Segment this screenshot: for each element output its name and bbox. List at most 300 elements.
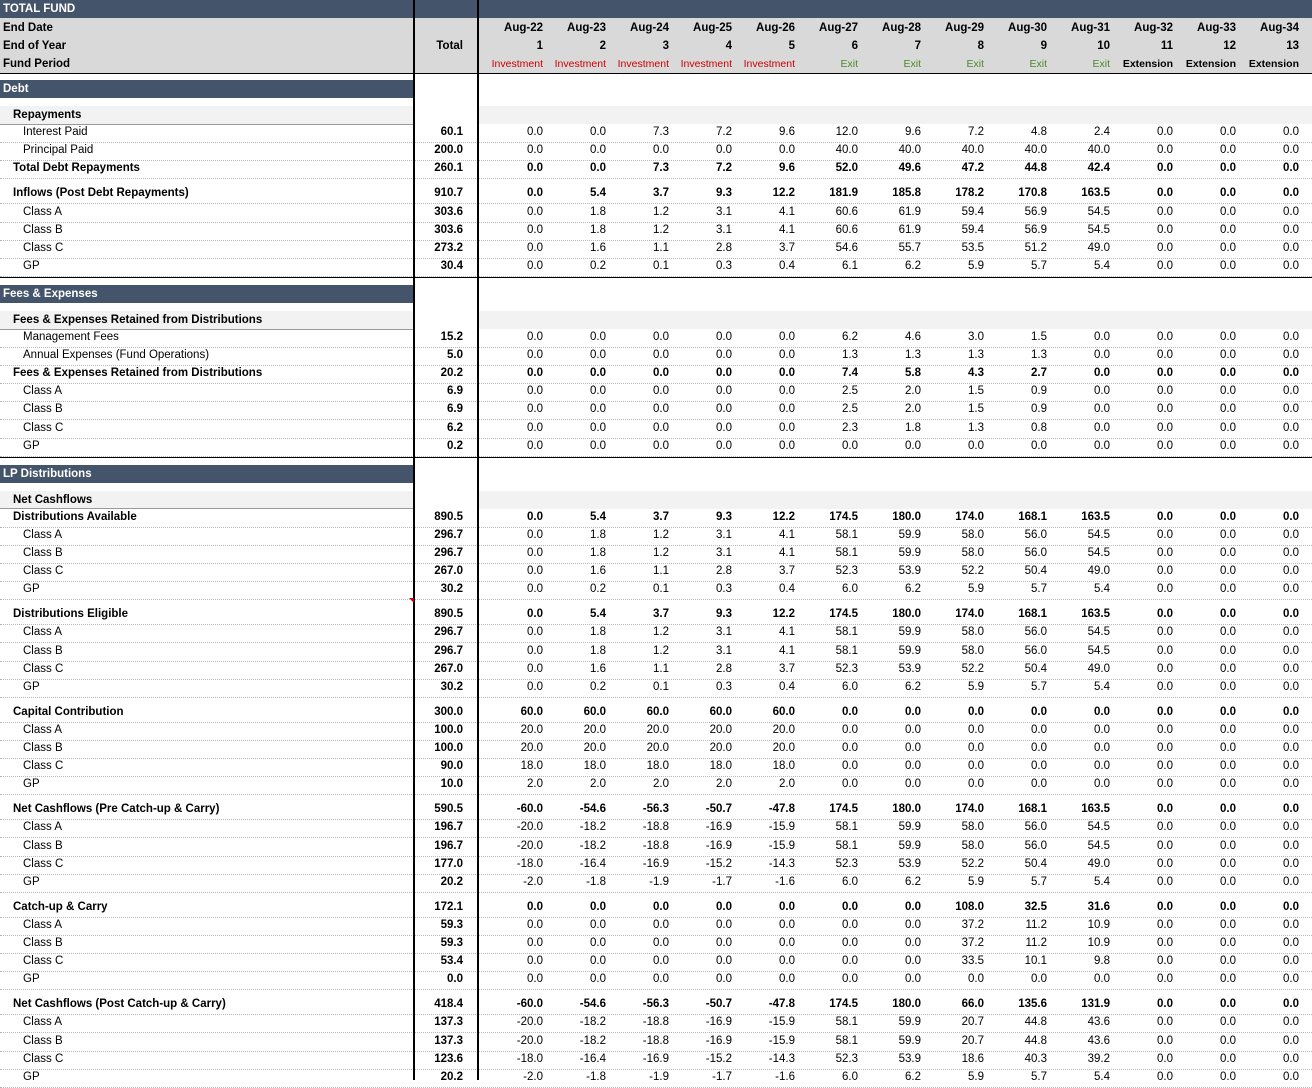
value-cell[interactable]: 1.5 <box>968 385 984 398</box>
value-cell[interactable]: 52.2 <box>961 857 984 870</box>
value-cell[interactable]: 20.0 <box>709 723 732 736</box>
value-cell[interactable]: 0.0 <box>1157 565 1173 578</box>
value-cell[interactable]: 1.8 <box>590 528 606 541</box>
value-cell[interactable]: 0.0 <box>527 900 543 913</box>
value-cell[interactable]: 1.2 <box>653 547 669 559</box>
value-cell[interactable]: 54.5 <box>1087 547 1110 559</box>
value-cell[interactable]: 0.0 <box>1283 349 1299 362</box>
value-cell[interactable]: 0.0 <box>968 742 984 754</box>
value-cell[interactable]: 56.0 <box>1024 821 1047 834</box>
value-cell[interactable]: 174.0 <box>955 510 984 523</box>
value-cell[interactable]: 0.0 <box>1094 705 1110 718</box>
value-cell[interactable]: 0.0 <box>779 421 795 434</box>
value-cell[interactable]: 0.0 <box>1283 259 1299 272</box>
value-cell[interactable]: 1.6 <box>590 241 606 254</box>
value-cell[interactable]: 1.3 <box>842 349 858 362</box>
value-cell[interactable]: 0.0 <box>1157 1034 1173 1047</box>
value-cell[interactable]: 0.0 <box>653 331 669 343</box>
value-cell[interactable]: 0.0 <box>1157 705 1173 718</box>
value-cell[interactable]: 2.5 <box>842 385 858 398</box>
value-cell[interactable]: 0.0 <box>1220 1016 1236 1029</box>
value-cell[interactable]: 52.3 <box>835 565 858 578</box>
value-cell[interactable]: 0.0 <box>905 723 921 736</box>
value-cell[interactable]: 6.2 <box>905 1070 921 1083</box>
value-cell[interactable]: 59.9 <box>898 839 921 852</box>
value-cell[interactable]: 0.4 <box>779 259 795 272</box>
value-cell[interactable]: 0.0 <box>905 439 921 452</box>
value-cell[interactable]: 0.0 <box>1220 349 1236 362</box>
value-cell[interactable]: 0.0 <box>842 955 858 968</box>
value-cell[interactable]: 0.0 <box>590 973 606 986</box>
value-cell[interactable]: 0.0 <box>1283 162 1299 175</box>
value-cell[interactable]: 2.0 <box>905 385 921 398</box>
value-cell[interactable]: -1.9 <box>649 1070 669 1083</box>
value-cell[interactable]: -60.0 <box>516 803 543 816</box>
value-cell[interactable]: 163.5 <box>1081 608 1110 621</box>
value-cell[interactable]: 0.0 <box>968 778 984 791</box>
value-cell[interactable]: 0.0 <box>1283 778 1299 791</box>
value-cell[interactable]: 1.8 <box>590 223 606 236</box>
value-cell[interactable]: 0.0 <box>590 955 606 968</box>
value-cell[interactable]: 0.0 <box>527 662 543 675</box>
value-cell[interactable]: 59.9 <box>898 821 921 834</box>
value-cell[interactable]: 2.5 <box>842 403 858 416</box>
value-cell[interactable]: 3.1 <box>716 205 732 218</box>
value-cell[interactable]: 0.0 <box>653 144 669 157</box>
value-cell[interactable]: 168.1 <box>1018 608 1047 621</box>
value-cell[interactable]: 0.0 <box>1157 403 1173 416</box>
value-cell[interactable]: 47.2 <box>961 162 984 175</box>
value-cell[interactable]: 40.0 <box>1087 144 1110 157</box>
value-cell[interactable]: 3.7 <box>653 510 669 523</box>
value-cell[interactable]: -54.6 <box>579 803 606 816</box>
value-cell[interactable]: 5.4 <box>1094 680 1110 693</box>
value-cell[interactable]: 4.1 <box>779 547 795 559</box>
value-cell[interactable]: 3.1 <box>716 644 732 657</box>
value-cell[interactable]: 6.2 <box>905 259 921 272</box>
value-cell[interactable]: 2.8 <box>716 662 732 675</box>
value-cell[interactable]: 20.0 <box>772 723 795 736</box>
value-cell[interactable]: 0.0 <box>1283 510 1299 523</box>
value-cell[interactable]: 0.0 <box>527 608 543 621</box>
value-cell[interactable]: 0.0 <box>527 918 543 931</box>
value-cell[interactable]: 0.0 <box>1031 760 1047 773</box>
value-cell[interactable]: 33.5 <box>961 955 984 968</box>
value-cell[interactable]: 0.0 <box>716 421 732 434</box>
value-cell[interactable]: 0.0 <box>1220 403 1236 416</box>
value-cell[interactable]: 52.3 <box>835 662 858 675</box>
value-cell[interactable]: 0.0 <box>1283 937 1299 949</box>
value-cell[interactable]: 1.8 <box>905 421 921 434</box>
value-cell[interactable]: 174.5 <box>829 608 858 621</box>
value-cell[interactable]: 0.0 <box>1157 1052 1173 1065</box>
value-cell[interactable]: 18.0 <box>772 760 795 773</box>
value-cell[interactable]: 174.5 <box>829 803 858 816</box>
value-cell[interactable]: 0.0 <box>779 385 795 398</box>
value-cell[interactable]: 0.0 <box>779 937 795 949</box>
value-cell[interactable]: 2.3 <box>842 421 858 434</box>
value-cell[interactable]: 42.4 <box>1087 162 1110 175</box>
value-cell[interactable]: 0.0 <box>653 385 669 398</box>
value-cell[interactable]: -15.2 <box>705 857 732 870</box>
value-cell[interactable]: 0.0 <box>653 367 669 380</box>
value-cell[interactable]: 0.0 <box>1157 723 1173 736</box>
value-cell[interactable]: 0.0 <box>1283 187 1299 200</box>
value-cell[interactable]: 0.1 <box>653 259 669 272</box>
value-cell[interactable]: 52.2 <box>961 565 984 578</box>
value-cell[interactable]: 5.9 <box>968 583 984 596</box>
value-cell[interactable]: -1.8 <box>586 1070 606 1083</box>
value-cell[interactable]: -18.2 <box>579 821 606 834</box>
value-cell[interactable]: 0.0 <box>968 973 984 986</box>
value-cell[interactable]: 0.0 <box>1157 1016 1173 1029</box>
value-cell[interactable]: 0.0 <box>1283 918 1299 931</box>
value-cell[interactable]: 50.4 <box>1024 662 1047 675</box>
value-cell[interactable]: -15.2 <box>705 1052 732 1065</box>
value-cell[interactable]: 44.8 <box>1024 162 1047 175</box>
value-cell[interactable]: 9.3 <box>716 608 732 621</box>
value-cell[interactable]: 0.0 <box>527 385 543 398</box>
value-cell[interactable]: -20.0 <box>516 1034 543 1047</box>
value-cell[interactable]: 0.0 <box>1220 839 1236 852</box>
value-cell[interactable]: 0.0 <box>1031 973 1047 986</box>
value-cell[interactable]: 1.2 <box>653 644 669 657</box>
value-cell[interactable]: 0.0 <box>527 626 543 639</box>
value-cell[interactable]: 4.1 <box>779 205 795 218</box>
value-cell[interactable]: 0.0 <box>653 349 669 362</box>
value-cell[interactable]: 1.2 <box>653 528 669 541</box>
value-cell[interactable]: 0.0 <box>1220 331 1236 343</box>
value-cell[interactable]: -50.7 <box>705 998 732 1011</box>
value-cell[interactable]: 5.4 <box>1094 583 1110 596</box>
value-cell[interactable]: 0.0 <box>779 349 795 362</box>
value-cell[interactable]: 0.0 <box>1094 349 1110 362</box>
value-cell[interactable]: 9.8 <box>1094 955 1110 968</box>
value-cell[interactable]: 58.0 <box>961 839 984 852</box>
value-cell[interactable]: 10.1 <box>1024 955 1047 968</box>
value-cell[interactable]: 0.0 <box>1220 742 1236 754</box>
value-cell[interactable]: 56.0 <box>1024 626 1047 639</box>
value-cell[interactable]: -18.8 <box>642 821 669 834</box>
value-cell[interactable]: 1.6 <box>590 565 606 578</box>
value-cell[interactable]: 0.0 <box>590 162 606 175</box>
value-cell[interactable]: 0.0 <box>527 162 543 175</box>
value-cell[interactable]: 0.0 <box>1220 644 1236 657</box>
value-cell[interactable]: 54.5 <box>1087 839 1110 852</box>
value-cell[interactable]: 54.5 <box>1087 205 1110 218</box>
value-cell[interactable]: 0.0 <box>590 937 606 949</box>
value-cell[interactable]: 0.0 <box>1220 608 1236 621</box>
value-cell[interactable]: 0.0 <box>1220 662 1236 675</box>
value-cell[interactable]: 66.0 <box>961 998 984 1011</box>
value-cell[interactable]: 7.3 <box>653 162 669 175</box>
value-cell[interactable]: 0.0 <box>1220 528 1236 541</box>
value-cell[interactable]: 0.0 <box>527 144 543 157</box>
value-cell[interactable]: 0.0 <box>1094 439 1110 452</box>
value-cell[interactable]: 0.0 <box>527 510 543 523</box>
value-cell[interactable]: 59.9 <box>898 626 921 639</box>
value-cell[interactable]: -18.8 <box>642 1016 669 1029</box>
value-cell[interactable]: 0.0 <box>905 955 921 968</box>
value-cell[interactable]: 1.2 <box>653 205 669 218</box>
value-cell[interactable]: 0.0 <box>1283 875 1299 888</box>
value-cell[interactable]: 3.1 <box>716 626 732 639</box>
value-cell[interactable]: 180.0 <box>892 998 921 1011</box>
value-cell[interactable]: 0.0 <box>842 973 858 986</box>
value-cell[interactable]: 0.0 <box>1283 565 1299 578</box>
value-cell[interactable]: 163.5 <box>1081 187 1110 200</box>
value-cell[interactable]: 56.9 <box>1024 205 1047 218</box>
value-cell[interactable]: 180.0 <box>892 510 921 523</box>
value-cell[interactable]: 0.0 <box>1283 742 1299 754</box>
value-cell[interactable]: 0.2 <box>590 259 606 272</box>
value-cell[interactable]: 0.0 <box>1094 331 1110 343</box>
value-cell[interactable]: 0.0 <box>1157 839 1173 852</box>
value-cell[interactable]: -16.9 <box>705 821 732 834</box>
value-cell[interactable]: 0.0 <box>653 900 669 913</box>
value-cell[interactable]: 6.2 <box>905 583 921 596</box>
value-cell[interactable]: 40.0 <box>1024 144 1047 157</box>
value-cell[interactable]: 0.0 <box>1157 439 1173 452</box>
value-cell[interactable]: 52.3 <box>835 1052 858 1065</box>
value-cell[interactable]: 0.0 <box>1157 421 1173 434</box>
value-cell[interactable]: 0.0 <box>527 421 543 434</box>
value-cell[interactable]: 2.0 <box>716 778 732 791</box>
value-cell[interactable]: 5.4 <box>1094 875 1110 888</box>
value-cell[interactable]: 2.0 <box>779 778 795 791</box>
value-cell[interactable]: 37.2 <box>961 918 984 931</box>
value-cell[interactable]: -20.0 <box>516 839 543 852</box>
value-cell[interactable]: 12.0 <box>835 126 858 139</box>
value-cell[interactable]: 4.6 <box>905 331 921 343</box>
value-cell[interactable]: 58.0 <box>961 528 984 541</box>
value-cell[interactable]: 180.0 <box>892 803 921 816</box>
value-cell[interactable]: 0.0 <box>1157 162 1173 175</box>
value-cell[interactable]: 44.8 <box>1024 1034 1047 1047</box>
value-cell[interactable]: -1.6 <box>775 1070 795 1083</box>
value-cell[interactable]: 0.0 <box>1157 144 1173 157</box>
value-cell[interactable]: -60.0 <box>516 998 543 1011</box>
value-cell[interactable]: 0.0 <box>1094 421 1110 434</box>
value-cell[interactable]: 0.0 <box>1157 608 1173 621</box>
value-cell[interactable]: 0.0 <box>1283 821 1299 834</box>
value-cell[interactable]: 0.0 <box>716 918 732 931</box>
value-cell[interactable]: 60.0 <box>520 705 543 718</box>
value-cell[interactable]: 0.0 <box>968 723 984 736</box>
value-cell[interactable]: 0.0 <box>716 439 732 452</box>
value-cell[interactable]: 0.0 <box>779 331 795 343</box>
value-cell[interactable]: 7.3 <box>653 126 669 139</box>
value-cell[interactable]: 0.0 <box>1283 998 1299 1011</box>
value-cell[interactable]: 3.7 <box>779 565 795 578</box>
value-cell[interactable]: 0.0 <box>1220 510 1236 523</box>
value-cell[interactable]: 6.2 <box>905 875 921 888</box>
value-cell[interactable]: 0.0 <box>1283 547 1299 559</box>
value-cell[interactable]: 0.0 <box>590 349 606 362</box>
value-cell[interactable]: 18.0 <box>520 760 543 773</box>
value-cell[interactable]: 0.0 <box>779 403 795 416</box>
value-cell[interactable]: 4.3 <box>968 367 984 380</box>
value-cell[interactable]: -56.3 <box>642 998 669 1011</box>
value-cell[interactable]: 0.0 <box>1094 367 1110 380</box>
value-cell[interactable]: 60.6 <box>835 223 858 236</box>
value-cell[interactable]: 0.0 <box>590 421 606 434</box>
value-cell[interactable]: 0.0 <box>1220 547 1236 559</box>
value-cell[interactable]: 0.0 <box>1220 1052 1236 1065</box>
value-cell[interactable]: 0.0 <box>905 937 921 949</box>
value-cell[interactable]: 0.0 <box>842 705 858 718</box>
value-cell[interactable]: 6.0 <box>842 875 858 888</box>
value-cell[interactable]: 20.0 <box>646 723 669 736</box>
value-cell[interactable]: 0.0 <box>1094 760 1110 773</box>
value-cell[interactable]: -14.3 <box>768 857 795 870</box>
value-cell[interactable]: 2.0 <box>590 778 606 791</box>
value-cell[interactable]: 11.2 <box>1025 937 1047 949</box>
value-cell[interactable]: 0.0 <box>779 439 795 452</box>
value-cell[interactable]: 0.0 <box>905 973 921 986</box>
value-cell[interactable]: 0.0 <box>1157 547 1173 559</box>
value-cell[interactable]: 9.6 <box>905 126 921 139</box>
value-cell[interactable]: 0.0 <box>1220 778 1236 791</box>
value-cell[interactable]: 0.0 <box>527 403 543 416</box>
value-cell[interactable]: 12.2 <box>772 187 795 200</box>
value-cell[interactable]: -2.0 <box>523 1070 543 1083</box>
value-cell[interactable]: 0.0 <box>1283 626 1299 639</box>
value-cell[interactable]: 3.1 <box>716 547 732 559</box>
value-cell[interactable]: 185.8 <box>892 187 921 200</box>
value-cell[interactable]: 0.0 <box>1283 205 1299 218</box>
value-cell[interactable]: 0.0 <box>779 955 795 968</box>
value-cell[interactable]: 0.0 <box>1283 973 1299 986</box>
value-cell[interactable]: 0.0 <box>1157 955 1173 968</box>
value-cell[interactable]: 0.0 <box>527 367 543 380</box>
value-cell[interactable]: -18.2 <box>579 1016 606 1029</box>
value-cell[interactable]: 5.4 <box>590 187 606 200</box>
value-cell[interactable]: 0.0 <box>1220 760 1236 773</box>
value-cell[interactable]: 0.0 <box>1157 937 1173 949</box>
value-cell[interactable]: 0.0 <box>1283 403 1299 416</box>
value-cell[interactable]: 1.3 <box>968 349 984 362</box>
value-cell[interactable]: 0.0 <box>527 528 543 541</box>
value-cell[interactable]: 0.0 <box>842 439 858 452</box>
value-cell[interactable]: 0.0 <box>1031 705 1047 718</box>
value-cell[interactable]: 0.3 <box>716 680 732 693</box>
value-cell[interactable]: 49.0 <box>1087 565 1110 578</box>
value-cell[interactable]: 0.0 <box>1157 803 1173 816</box>
value-cell[interactable]: 0.0 <box>1283 439 1299 452</box>
value-cell[interactable]: 59.9 <box>898 1016 921 1029</box>
value-cell[interactable]: 0.0 <box>1283 528 1299 541</box>
value-cell[interactable]: 0.0 <box>1283 126 1299 139</box>
value-cell[interactable]: 0.0 <box>1283 680 1299 693</box>
value-cell[interactable]: -50.7 <box>705 803 732 816</box>
value-cell[interactable]: 54.5 <box>1087 626 1110 639</box>
value-cell[interactable]: 0.1 <box>653 583 669 596</box>
value-cell[interactable]: 1.3 <box>905 349 921 362</box>
value-cell[interactable]: 0.0 <box>1220 205 1236 218</box>
value-cell[interactable]: 56.0 <box>1024 547 1047 559</box>
value-cell[interactable]: 1.8 <box>590 644 606 657</box>
value-cell[interactable]: 0.0 <box>716 973 732 986</box>
value-cell[interactable]: 0.0 <box>527 331 543 343</box>
value-cell[interactable]: 0.1 <box>653 680 669 693</box>
value-cell[interactable]: 52.0 <box>835 162 858 175</box>
value-cell[interactable]: 51.2 <box>1024 241 1047 254</box>
value-cell[interactable]: 0.0 <box>1157 778 1173 791</box>
value-cell[interactable]: -16.4 <box>579 1052 606 1065</box>
value-cell[interactable]: 40.0 <box>835 144 858 157</box>
value-cell[interactable]: 0.0 <box>716 349 732 362</box>
value-cell[interactable]: 1.1 <box>653 241 669 254</box>
value-cell[interactable]: 0.0 <box>1283 331 1299 343</box>
value-cell[interactable]: 2.8 <box>716 241 732 254</box>
value-cell[interactable]: 0.0 <box>1094 385 1110 398</box>
value-cell[interactable]: -56.3 <box>642 803 669 816</box>
value-cell[interactable]: 40.3 <box>1024 1052 1047 1065</box>
value-cell[interactable]: 31.6 <box>1087 900 1110 913</box>
value-cell[interactable]: 0.9 <box>1031 385 1047 398</box>
value-cell[interactable]: 0.0 <box>1283 608 1299 621</box>
value-cell[interactable]: 0.0 <box>1094 973 1110 986</box>
value-cell[interactable]: 0.0 <box>527 439 543 452</box>
value-cell[interactable]: 1.6 <box>590 662 606 675</box>
value-cell[interactable]: 0.0 <box>1283 385 1299 398</box>
value-cell[interactable]: 18.6 <box>961 1052 984 1065</box>
value-cell[interactable]: 54.5 <box>1087 821 1110 834</box>
value-cell[interactable]: 4.1 <box>779 223 795 236</box>
value-cell[interactable]: 0.0 <box>527 644 543 657</box>
value-cell[interactable]: 0.0 <box>527 205 543 218</box>
value-cell[interactable]: 0.0 <box>1220 875 1236 888</box>
value-cell[interactable]: 3.7 <box>653 608 669 621</box>
value-cell[interactable]: 0.0 <box>590 900 606 913</box>
value-cell[interactable]: 163.5 <box>1081 803 1110 816</box>
value-cell[interactable]: -1.7 <box>712 875 732 888</box>
value-cell[interactable]: 1.8 <box>590 205 606 218</box>
value-cell[interactable]: 0.0 <box>905 760 921 773</box>
value-cell[interactable]: 2.0 <box>653 778 669 791</box>
value-cell[interactable]: -18.0 <box>516 857 543 870</box>
value-cell[interactable]: -15.9 <box>768 839 795 852</box>
value-cell[interactable]: 0.0 <box>716 955 732 968</box>
value-cell[interactable]: 135.6 <box>1018 998 1047 1011</box>
value-cell[interactable]: 0.0 <box>1157 223 1173 236</box>
value-cell[interactable]: 5.7 <box>1031 1070 1047 1083</box>
value-cell[interactable]: 0.0 <box>1283 421 1299 434</box>
value-cell[interactable]: -2.0 <box>523 875 543 888</box>
value-cell[interactable]: 0.0 <box>905 705 921 718</box>
value-cell[interactable]: 0.0 <box>527 259 543 272</box>
value-cell[interactable]: 60.0 <box>772 705 795 718</box>
value-cell[interactable]: 9.6 <box>779 162 795 175</box>
value-cell[interactable]: 0.0 <box>716 900 732 913</box>
value-cell[interactable]: 0.0 <box>1220 144 1236 157</box>
value-cell[interactable]: 0.0 <box>1157 187 1173 200</box>
value-cell[interactable]: 0.4 <box>779 583 795 596</box>
value-cell[interactable]: 1.2 <box>653 626 669 639</box>
value-cell[interactable]: 0.8 <box>1031 421 1047 434</box>
value-cell[interactable]: 59.4 <box>961 223 984 236</box>
value-cell[interactable]: 0.0 <box>779 900 795 913</box>
value-cell[interactable]: 0.0 <box>1220 918 1236 931</box>
value-cell[interactable]: 0.0 <box>968 705 984 718</box>
value-cell[interactable]: 58.0 <box>961 644 984 657</box>
value-cell[interactable]: 0.0 <box>905 900 921 913</box>
value-cell[interactable]: -18.2 <box>579 1034 606 1047</box>
value-cell[interactable]: 0.0 <box>527 241 543 254</box>
value-cell[interactable]: 7.2 <box>968 126 984 139</box>
value-cell[interactable]: 4.8 <box>1031 126 1047 139</box>
